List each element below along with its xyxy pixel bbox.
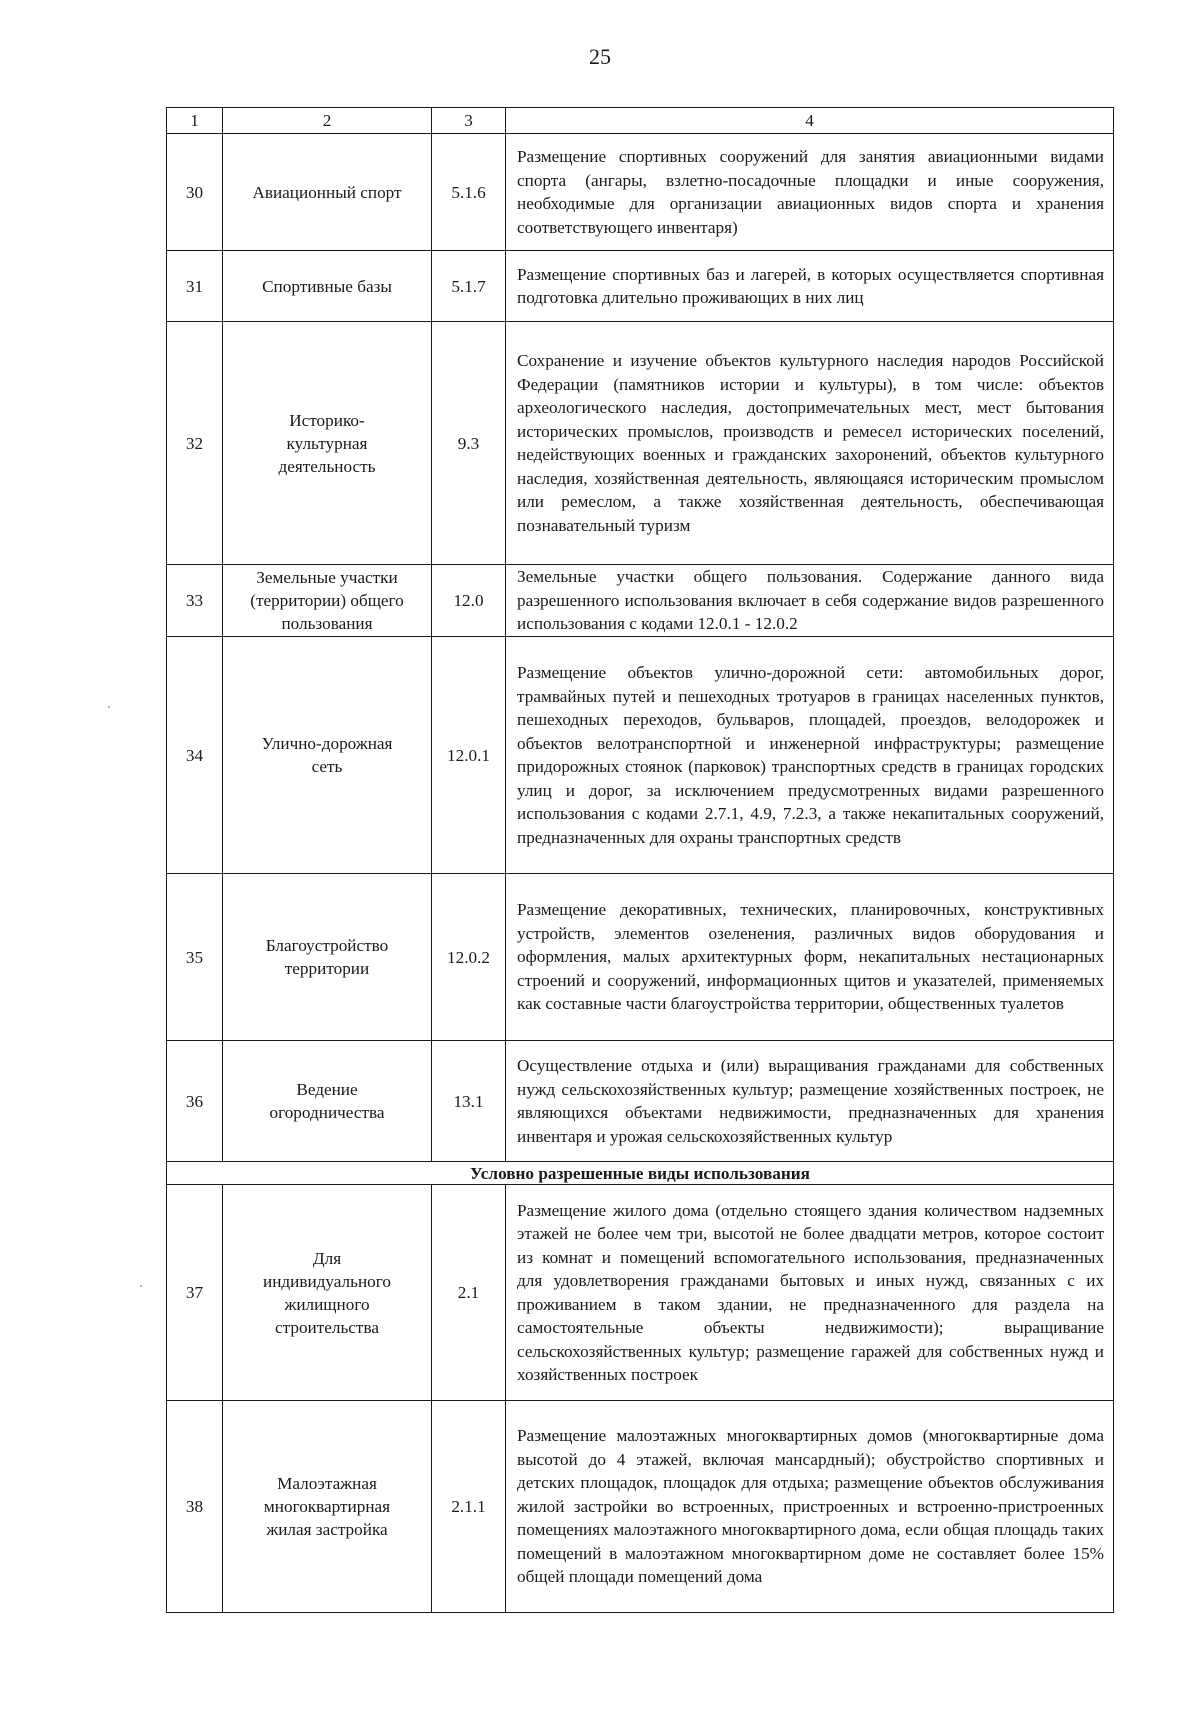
use-type-code: 9.3 — [432, 322, 506, 565]
section-header-row — [167, 1162, 1114, 1185]
scan-speck — [140, 1285, 142, 1287]
use-type-name: Улично-дорожная сеть — [223, 637, 432, 874]
land-use-table — [166, 107, 1114, 1613]
table-row — [167, 134, 1114, 251]
use-type-code: 2.1.1 — [432, 1401, 506, 1613]
row-number: 38 — [167, 1401, 223, 1613]
use-type-description: Земельные участки общего пользования. Содержание данного вида разрешенного использования включает в себя содержание видов разрешенного использования с кодами 12.0.1 - 12.0.2 — [506, 565, 1114, 637]
use-type-description: Размещение декоративных, технических, планировочных, конструктивных устройств, элементов озеленения, различных видов оборудования и оформления, малых архитектурных форм, некапитальных нестационарных строений и сооружений, информационных щитов и указателей, применяемых как составные части благоустройства территории, общественных туалетов — [506, 874, 1114, 1041]
row-number: 35 — [167, 874, 223, 1041]
table-header-row — [167, 108, 1114, 134]
use-type-code: 12.0.2 — [432, 874, 506, 1041]
table-row — [167, 874, 1114, 1041]
use-type-code: 5.1.7 — [432, 251, 506, 322]
use-type-code: 5.1.6 — [432, 134, 506, 251]
use-type-name: Ведение огородничества — [223, 1041, 432, 1162]
use-type-code: 13.1 — [432, 1041, 506, 1162]
use-type-name: Земельные участки (территории) общего пользования — [223, 565, 432, 637]
table-row — [167, 1401, 1114, 1613]
row-number: 31 — [167, 251, 223, 322]
section-title: Условно разрешенные виды использования — [167, 1162, 1114, 1185]
use-type-description: Размещение спортивных баз и лагерей, в которых осуществляется спортивная подготовка длительно проживающих в них лиц — [506, 251, 1114, 322]
table-row — [167, 1185, 1114, 1401]
row-number: 33 — [167, 565, 223, 637]
use-type-name: Малоэтажная многоквартирная жилая застройка — [223, 1401, 432, 1613]
use-type-description: Размещение спортивных сооружений для занятия авиационными видами спорта (ангары, взлетно-посадочные площадки и иные сооружения, необходимые для организации авиационных видов спорта и хранения соответствующего инвентаря) — [506, 134, 1114, 251]
row-number: 37 — [167, 1185, 223, 1401]
header-col-1: 1 — [167, 108, 223, 134]
use-type-description: Размещение малоэтажных многоквартирных домов (многоквартирные дома высотой до 4 этажей, включая мансардный); обустройство спортивных и детских площадок, площадок для отдыха; размещение объектов обслуживания жилой застройки во встроенных, пристроенных и встроенно-пристроенных помещениях малоэтажного многоквартирного дома, если общая площадь таких помещений в малоэтажном многоквартирном доме не составляет более 15% общей площади помещений дома — [506, 1401, 1114, 1613]
scan-speck — [108, 706, 110, 708]
header-col-2: 2 — [223, 108, 432, 134]
header-col-3: 3 — [432, 108, 506, 134]
use-type-name: Историко-культурная деятельность — [223, 322, 432, 565]
use-type-name: Спортивные базы — [223, 251, 432, 322]
row-number: 30 — [167, 134, 223, 251]
use-type-code: 12.0.1 — [432, 637, 506, 874]
page-number: 25 — [589, 44, 611, 69]
use-type-code: 2.1 — [432, 1185, 506, 1401]
row-number: 36 — [167, 1041, 223, 1162]
header-col-4: 4 — [506, 108, 1114, 134]
table-row — [167, 637, 1114, 874]
table-row — [167, 1041, 1114, 1162]
use-type-name: Авиационный спорт — [223, 134, 432, 251]
use-type-description: Сохранение и изучение объектов культурного наследия народов Российской Федерации (памятников истории и культуры), в том числе: объектов археологического наследия, достопримечательных мест, мест бытования исторических промыслов, производств и ремесел исторических поселений, недействующих военных и гражданских захоронений, объектов культурного наследия, хозяйственная деятельность, являющаяся историческим промыслом или ремеслом, а также хозяйственная деятельность, обеспечивающая познавательный туризм — [506, 322, 1114, 565]
use-type-name: Для индивидуального жилищного строительства — [223, 1185, 432, 1401]
use-type-code: 12.0 — [432, 565, 506, 637]
table-row — [167, 322, 1114, 565]
table-row — [167, 251, 1114, 322]
use-type-description: Размещение объектов улично-дорожной сети: автомобильных дорог, трамвайных путей и пешеходных тротуаров в границах населенных пунктов, пешеходных переходов, бульваров, площадей, проездов, велодорожек и объектов велотранспортной и инженерной инфраструктуры; размещение придорожных стоянок (парковок) транспортных средств в границах городских улиц и дорог, за исключением предусмотренных видами разрешенного использования с кодами 2.7.1, 4.9, 7.2.3, а также некапитальных сооружений, предназначенных для охраны транспортных средств — [506, 637, 1114, 874]
row-number: 34 — [167, 637, 223, 874]
use-type-description: Размещение жилого дома (отдельно стоящего здания количеством надземных этажей не более чем три, высотой не более двадцати метров, которое состоит из комнат и помещений вспомогательного использования, предназначенных для удовлетворения гражданами бытовых и иных нужд, связанных с их проживанием в таком здании, не предназначенного для раздела на самостоятельные объекты недвижимости); выращивание сельскохозяйственных культур; размещение гаражей для собственных нужд и хозяйственных построек — [506, 1185, 1114, 1401]
table-row — [167, 565, 1114, 637]
use-type-name: Благоустройство территории — [223, 874, 432, 1041]
use-type-description: Осуществление отдыха и (или) выращивания гражданами для собственных нужд сельскохозяйственных культур; размещение хозяйственных построек, не являющихся объектами недвижимости, предназначенных для хранения инвентаря и урожая сельскохозяйственных культур — [506, 1041, 1114, 1162]
row-number: 32 — [167, 322, 223, 565]
